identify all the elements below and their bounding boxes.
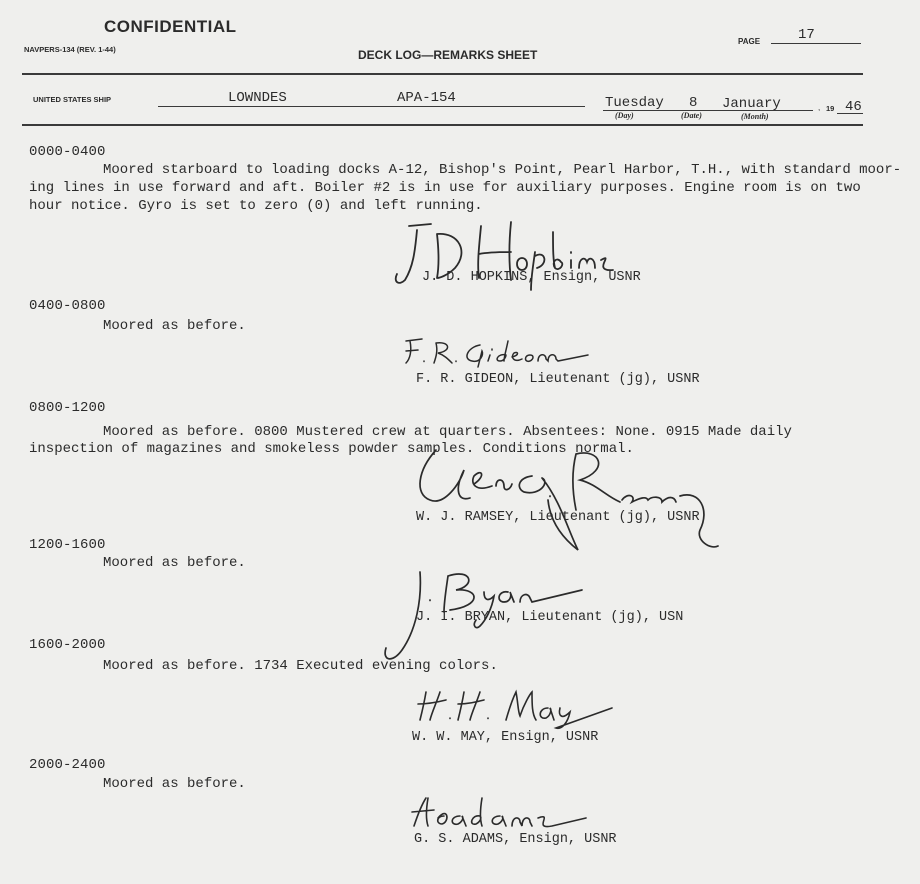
watch-time: 1200-1600 <box>29 537 106 553</box>
year-prefix: 19 <box>826 104 835 113</box>
watch-time: 0400-0800 <box>29 298 106 314</box>
watch-time: 1600-2000 <box>29 637 106 653</box>
signature-may <box>412 682 622 733</box>
watch-time: 0800-1200 <box>29 400 106 416</box>
officer-name: G. S. ADAMS, Ensign, USNR <box>414 832 617 847</box>
hull-number: APA-154 <box>397 90 456 106</box>
watch-remark-line: Moored as before. <box>103 555 246 571</box>
watch-remark-line: ing lines in use forward and aft. Boiler #2 is in use for auxiliary purposes. Engine room is on two <box>29 180 861 196</box>
page-number: 17 <box>798 27 815 43</box>
watch-time: 0000-0400 <box>29 144 106 160</box>
watch-remark-line: Moored as before. 0800 Mustered crew at quarters. Absentees: None. 0915 Made daily <box>103 424 792 440</box>
watch-time: 2000-2400 <box>29 757 106 773</box>
officer-name: J. I. BRYAN, Lieutenant (jg), USN <box>416 610 684 625</box>
ship-name: LOWNDES <box>228 90 287 106</box>
page-label: PAGE <box>738 37 761 46</box>
signature-gideon <box>400 333 600 374</box>
month-caption: (Month) <box>741 112 769 121</box>
form-title: DECK LOG—REMARKS SHEET <box>358 48 538 62</box>
watch-remark-line: inspection of magazines and smokeless powder samples. Conditions normal. <box>29 441 634 457</box>
watch-remark-line: Moored as before. <box>103 776 246 792</box>
watch-remark-line: Moored as before. 1734 Executed evening colors. <box>103 658 498 674</box>
date-caption: (Date) <box>681 111 702 120</box>
watch-remark-line: Moored starboard to loading docks A-12, Bishop's Point, Pearl Harbor, T.H., with standard moor- <box>103 162 902 178</box>
year-separator: , <box>818 103 821 112</box>
day-caption: (Day) <box>615 111 634 120</box>
log-month: January <box>722 96 781 112</box>
watch-remark-line: Moored as before. <box>103 318 246 334</box>
log-day: Tuesday <box>605 95 664 111</box>
ship-label: UNITED STATES SHIP <box>33 95 112 104</box>
officer-name: F. R. GIDEON, Lieutenant (jg), USNR <box>416 372 700 387</box>
classification-mark: CONFIDENTIAL <box>104 17 237 36</box>
officer-name: J. D. HOPKINS, Ensign, USNR <box>422 270 641 285</box>
officer-name: W. W. MAY, Ensign, USNR <box>412 730 599 745</box>
form-number: NAVPERS-134 (REV. 1-44) <box>24 45 116 54</box>
log-date: 8 <box>689 95 698 111</box>
year-suffix: 46 <box>845 99 862 115</box>
watch-remark-line: hour notice. Gyro is set to zero (0) and left running. <box>29 198 483 214</box>
signature-ramsey <box>400 440 730 565</box>
signature-adams <box>404 792 594 837</box>
officer-name: W. J. RAMSEY, Lieutenant (jg), USNR <box>416 510 700 525</box>
